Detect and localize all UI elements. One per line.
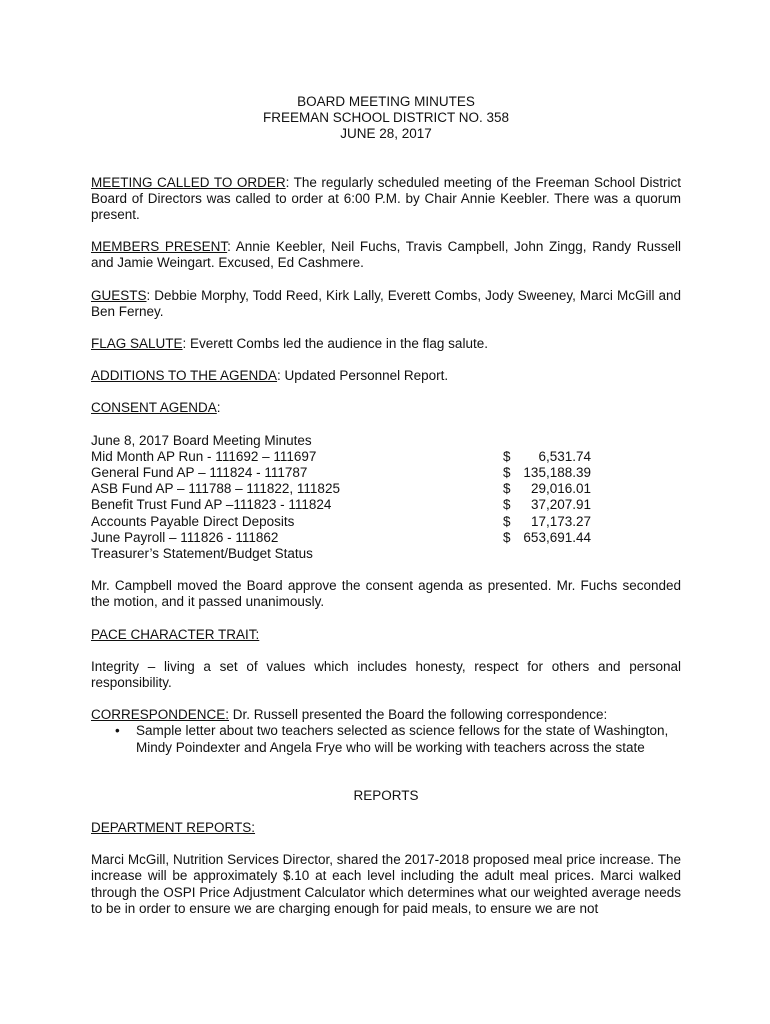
- additions-text: : Updated Personnel Report.: [277, 368, 449, 384]
- consent-item: [91, 465, 681, 481]
- additions-paragraph: [91, 368, 681, 384]
- flag-salute-paragraph: [91, 336, 681, 352]
- department-reports-heading: DEPARTMENT REPORTS:: [91, 819, 256, 835]
- minutes-body: [91, 94, 681, 933]
- department-reports-text: Marci McGill, Nutrition Services Director, shared the 2017-2018 proposed meal price increase. The increase will be approximately $.10 at each level including the adult meal prices. Marci walked through the OSPI Price Adjustment Calculator which determines what our weighted average needs to be in order to ensure we are charging enough for paid meals, to ensure we are not: [91, 852, 681, 916]
- consent-agenda-list: [91, 433, 681, 563]
- consent-item: [91, 481, 681, 497]
- consent-item-currency: $: [503, 448, 511, 464]
- consent-item: [91, 497, 681, 513]
- call-to-order-heading: MEETING CALLED TO ORDER: [91, 174, 286, 190]
- consent-item-currency: $: [503, 513, 511, 529]
- consent-agenda-colon: :: [216, 400, 221, 416]
- call-to-order-paragraph: [91, 175, 681, 224]
- consent-item-label: General Fund AP – 111824 - 111787: [91, 465, 308, 481]
- consent-item: [91, 530, 681, 546]
- consent-item: [91, 514, 681, 530]
- consent-item-currency: $: [503, 529, 511, 545]
- consent-item: [91, 433, 681, 449]
- consent-item-amount: 17,173.27: [530, 513, 591, 529]
- consent-item-amount: 37,207.91: [530, 497, 591, 513]
- bullet-icon: •: [115, 723, 120, 739]
- consent-item-amount: 135,188.39: [523, 465, 591, 481]
- list-item: [91, 723, 681, 755]
- correspondence-item-text: Sample letter about two teachers selected as science fellows for the state of Washington, Mindy Poindexter and Angela Frye who will be working with teachers across the state: [136, 723, 669, 755]
- pace-heading-paragraph: [91, 627, 681, 643]
- meeting-date: JUNE 28, 2017: [340, 126, 432, 142]
- consent-item-label: Accounts Payable Direct Deposits: [91, 513, 295, 529]
- consent-item: [91, 546, 681, 562]
- department-reports-heading-paragraph: [91, 820, 681, 836]
- consent-item: [91, 449, 681, 465]
- correspondence-paragraph: [91, 707, 681, 723]
- consent-agenda-heading-paragraph: [91, 400, 681, 416]
- pace-heading: PACE CHARACTER TRAIT:: [91, 626, 260, 642]
- consent-item-label: Benefit Trust Fund AP –111823 - 111824: [91, 497, 332, 513]
- pace-text-paragraph: Integrity – living a set of values which includes honesty, respect for others and personal responsibility.: [91, 658, 681, 690]
- consent-agenda-heading: CONSENT AGENDA: [91, 400, 217, 416]
- correspondence-heading: CORRESPONDENCE:: [91, 707, 230, 723]
- members-present-text: : Annie Keebler, Neil Fuchs, Travis Campbell, John Zingg, Randy Russell and Jamie Weingart. Excused, Ed Cashmere.: [91, 239, 681, 271]
- flag-salute-text: : Everett Combs led the audience in the flag salute.: [182, 336, 488, 352]
- correspondence-list: [91, 723, 681, 755]
- consent-item-currency: $: [503, 497, 511, 513]
- consent-item-currency: [503, 546, 517, 562]
- call-to-order-text: : The regularly scheduled meeting of the Freeman School District Board of Directors was called to order at 6:00 P.M. by Chair Annie Keebler. There was a quorum present.: [91, 174, 681, 223]
- consent-item-label: ASB Fund AP – 111788 – 111822, 111825: [91, 481, 340, 497]
- document-title: BOARD MEETING MINUTES: [297, 94, 475, 109]
- consent-item-amount: 6,531.74: [538, 448, 591, 464]
- consent-motion-paragraph: Mr. Campbell moved the Board approve the consent agenda as presented. Mr. Fuchs seconded the motion, and it passed unanimously.: [91, 578, 681, 610]
- guests-text: : Debbie Morphy, Todd Reed, Kirk Lally, Everett Combs, Jody Sweeney, Marci McGill and Ben Ferney.: [91, 287, 681, 319]
- consent-item-currency: $: [503, 465, 511, 481]
- consent-item-label: June 8, 2017 Board Meeting Minutes: [91, 432, 312, 448]
- consent-item-label: June Payroll – 111826 - 111862: [91, 529, 279, 545]
- consent-item-currency: $: [503, 481, 511, 497]
- correspondence-text: Dr. Russell presented the Board the following correspondence:: [229, 707, 608, 723]
- consent-item-label: Mid Month AP Run - 111692 – 111697: [91, 448, 317, 464]
- members-present-paragraph: [91, 239, 681, 271]
- consent-item-amount: [517, 546, 591, 562]
- guests-heading: GUESTS: [91, 287, 147, 303]
- guests-paragraph: [91, 288, 681, 320]
- consent-item-amount: 653,691.44: [523, 529, 591, 545]
- flag-salute-heading: FLAG SALUTE: [91, 336, 183, 352]
- members-present-heading: MEMBERS PRESENT: [91, 239, 228, 255]
- district-name: FREEMAN SCHOOL DISTRICT NO. 358: [262, 110, 510, 126]
- additions-heading: ADDITIONS TO THE AGENDA: [91, 368, 278, 384]
- consent-item-amount: [517, 433, 591, 449]
- consent-item-currency: [503, 433, 517, 449]
- reports-title: REPORTS: [353, 787, 419, 803]
- document-header: [91, 94, 681, 143]
- consent-item-amount: 29,016.01: [530, 481, 591, 497]
- consent-item-label: Treasurer’s Statement/Budget Status: [91, 545, 313, 561]
